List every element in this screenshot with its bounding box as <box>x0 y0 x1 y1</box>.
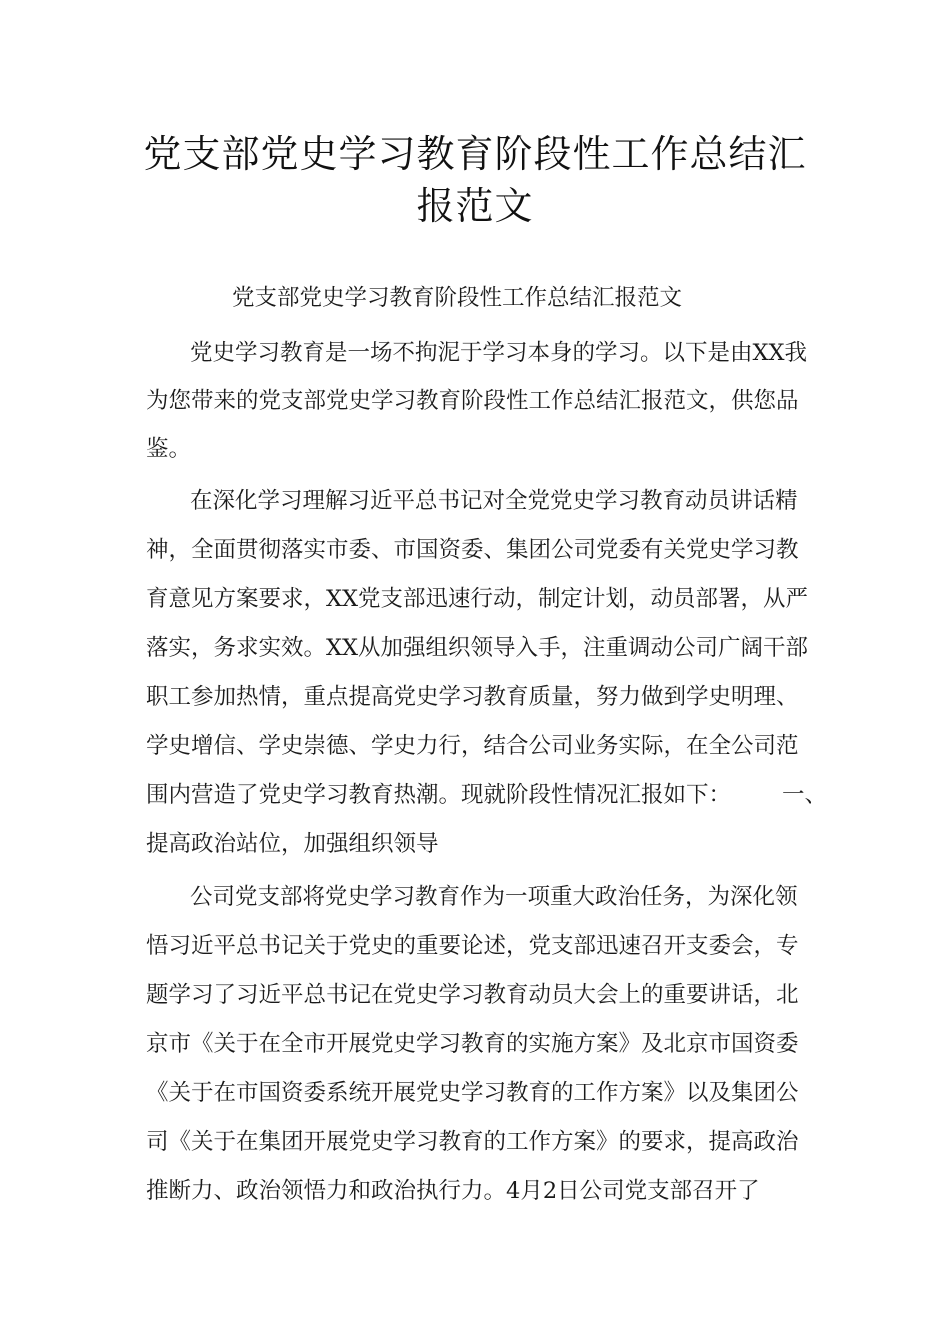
section-heading: 提高政治站位，加强组织领导 <box>146 831 439 857</box>
document-subtitle: 党支部党史学习教育阶段性工作总结汇报范文 <box>232 285 683 311</box>
paragraph-line: 题学习了习近平总书记在党史学习教育动员大会上的重要讲话，北 <box>146 982 799 1008</box>
paragraph-line: 围内营造了党史学习教育热潮。现就阶段性情况汇报如下： <box>146 782 732 808</box>
paragraph-line: 鉴。 <box>146 436 192 462</box>
paragraph-line: 公司党支部将党史学习教育作为一项重大政治任务，为深化领 <box>190 884 798 910</box>
paragraph-line: 职工参加热情，重点提高党史学习教育质量，努力做到学史明理、 <box>146 684 799 710</box>
document-title-line-2: 报范文 <box>416 184 534 228</box>
paragraph-line: 学史增信、学史崇德、学史力行，结合公司业务实际，在全公司范 <box>146 733 799 759</box>
paragraph-line: 《关于在市国资委系统开展党史学习教育的工作方案》以及集团公 <box>146 1080 799 1106</box>
paragraph-line: 推断力、政治领悟力和政治执行力。4月2日公司党支部召开了 <box>146 1178 760 1204</box>
document-title-line-1: 党支部党史学习教育阶段性工作总结汇 <box>143 132 807 176</box>
paragraph-line: 在深化学习理解习近平总书记对全党党史学习教育动员讲话精 <box>190 488 798 514</box>
section-number: 一、 <box>782 782 828 808</box>
paragraph-line: 党史学习教育是一场不拘泥于学习本身的学习。以下是由XX我 <box>190 340 808 366</box>
paragraph-line: 育意见方案要求，XX党支部迅速行动，制定计划，动员部署，从严 <box>146 586 809 612</box>
paragraph-line: 悟习近平总书记关于党史的重要论述，党支部迅速召开支委会，专 <box>146 933 799 959</box>
paragraph-line: 神，全面贯彻落实市委、市国资委、集团公司党委有关党史学习教 <box>146 537 799 563</box>
paragraph-line: 司《关于在集团开展党史学习教育的工作方案》的要求，提高政治 <box>146 1129 799 1155</box>
paragraph-line: 落实，务求实效。XX从加强组织领导入手，注重调动公司广阔干部 <box>146 635 809 661</box>
paragraph-line: 为您带来的党支部党史学习教育阶段性工作总结汇报范文，供您品 <box>146 388 799 414</box>
paragraph-line: 京市《关于在全市开展党史学习教育的实施方案》及北京市国资委 <box>146 1031 799 1057</box>
